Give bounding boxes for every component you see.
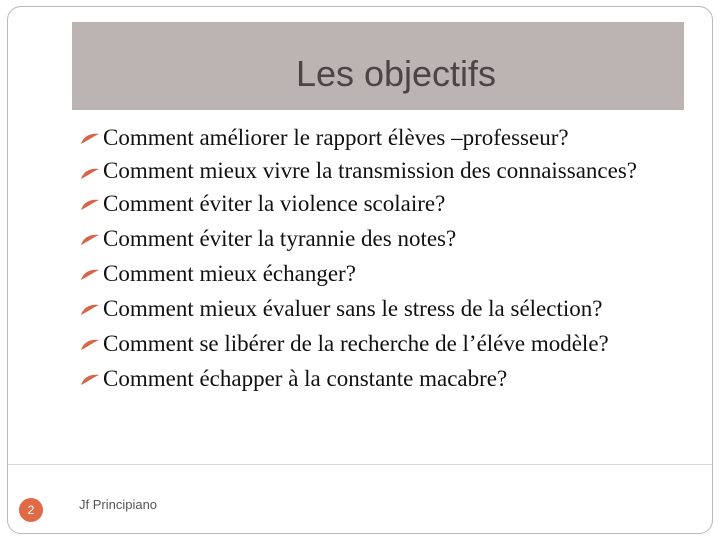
leaf-bullet-icon [78,361,102,396]
bullet-item [78,221,698,256]
leaf-bullet-icon [78,120,102,155]
bullet-item [78,326,698,361]
bullet-text: Comment éviter la violence scolaire? [103,191,446,216]
page-number-badge: 2 [19,498,43,522]
slide-title: Les objectifs [295,53,497,94]
leaf-bullet-icon [78,155,102,190]
bullet-text: Comment mieux échanger? [103,261,356,286]
bullet-text: Comment mieux évaluer sans le stress de la sélection? [103,296,603,321]
footer-divider [8,464,712,465]
bullet-item [78,186,698,221]
bullet-text: Comment améliorer le rapport élèves –professeur? [103,125,569,150]
bullet-item [78,155,698,186]
bullet-text: Comment se libérer de la recherche de l’éléve modèle? [103,331,609,356]
bullet-text: Comment échapper à la constante macabre? [103,366,508,391]
bullet-text: Comment éviter la tyrannie des notes? [103,226,457,251]
leaf-bullet-icon [78,256,102,291]
bullet-list [78,120,698,396]
bullet-text: Comment mieux vivre la transmission des connaissances? [103,158,637,183]
footer-author: Jf Principiano [79,497,158,512]
leaf-bullet-icon [78,291,102,326]
bullet-item [78,256,698,291]
leaf-bullet-icon [78,221,102,256]
leaf-bullet-icon [78,326,102,361]
bullet-item [78,291,698,326]
bullet-item [78,120,698,155]
leaf-bullet-icon [78,186,102,221]
bullet-item [78,361,698,396]
